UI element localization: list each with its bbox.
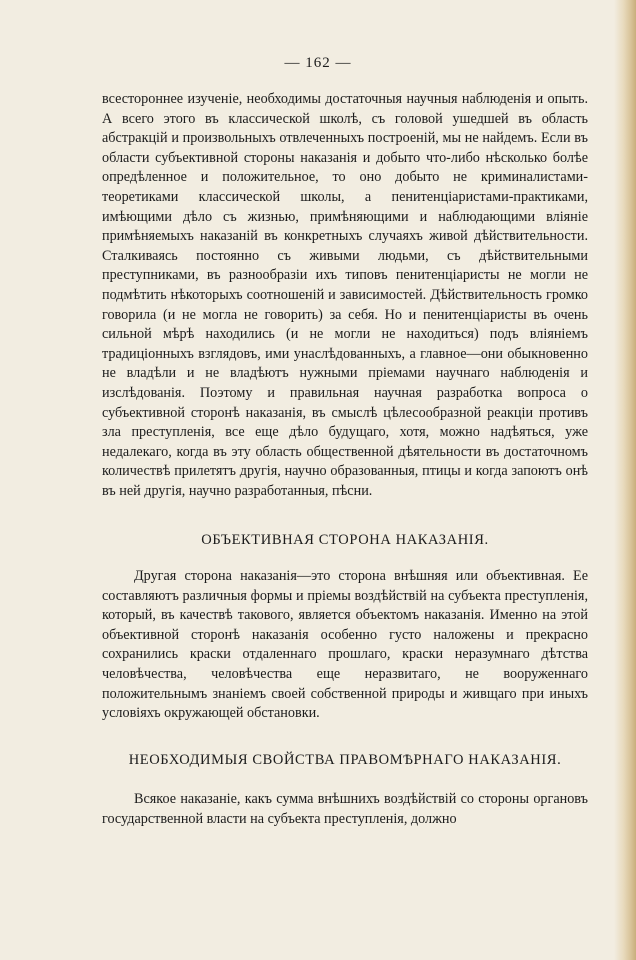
body-paragraph-2 <box>102 567 588 724</box>
section-heading-necessary-properties: НЕОБХОДИМЫЯ СВОЙСТВА ПРАВОМѢРНАГО НАКАЗАНІЯ. <box>128 752 562 768</box>
paragraph-text: Всякое наказаніе, какъ сумма внѣшнихъ воздѣйствій со стороны органовъ государственной власти на субъекта преступленія, должно <box>102 791 588 827</box>
body-paragraph-3 <box>102 790 588 829</box>
paragraph-text: всестороннее изученіе, необходимы достаточныя научныя наблюденія и опыть. А всего этого въ классической школѣ, съ головой ушедшей въ область абстракцій и произвольныхъ отвлеченныхъ построеній, мы не найдемъ. Если въ области субъективной стороны наказанія и добыто что-либо нѣсколько болѣе опредѣленное и положительное, то оно добыто не криминалистами-теоретиками классической школы, а пенитенціаристами-практиками, имѣющими дѣло съ жизнью, примѣняющими и наблюдающими вліяніе примѣняемыхъ наказаній въ конкретныхъ случаяхъ живой дѣйствительности. Сталкиваясь постоянно съ живыми людьми, съ дѣйствительными преступниками, въ разнообразіи ихъ типовъ пенитенціаристы не могли не подмѣтить нѣкоторыхъ соотношеній и зависимостей. Дѣйствительность громко говорила (и не могла не говорить) за себя. Но и пенитенціаристы въ очень сильной мѣрѣ находились (и не могли не находиться) подъ вліяніемъ традиціонныхъ взглядовъ, ими унаслѣдованныхъ, а главное—они обыкновенно не владѣли и не владѣютъ нужными пріемами научнаго наблюденія и изслѣдованія. Поэтому и правильная научная разработка вопроса о субъективной сторонѣ наказанія, въ смыслѣ цѣлесообразной реакціи противъ зла преступленія, все еще дѣло будущаго, хотя, можно надѣяться, уже недалекаго, когда въ эту область общественной дѣятельности въ достаточномъ количествѣ прилетятъ другія, научно образованныя, птицы и когда запоютъ онѣ въ ней другія, научно разработанныя, пѣсни. <box>102 91 588 499</box>
page-number: — 162 — <box>284 55 352 71</box>
paragraph-text: Другая сторона наказанія—это сторона внѣшняя или объективная. Ее составляютъ различныя формы и пріемы воздѣйствій на субъекта преступленія, который, въ качествѣ такового, является объектомъ наказанія. Именно на этой объективной сторонѣ наказанія особенно густо наложены и прекрасно сохранились краски отдаленнаго прошлаго, краски неразумнаго дѣтства человѣчества, человѣчества еще неразвитаго, не вооруженнаго положительнымъ знаніемъ своей собственной природы и живщаго при иныхъ условіяхъ окружающей обстановки. <box>102 568 588 722</box>
body-paragraph-1 <box>102 90 588 501</box>
section-heading-objective-side: ОБЪЕКТИВНАЯ СТОРОНА НАКАЗАНІЯ. <box>201 532 489 548</box>
page-edge-shadow <box>614 0 636 960</box>
